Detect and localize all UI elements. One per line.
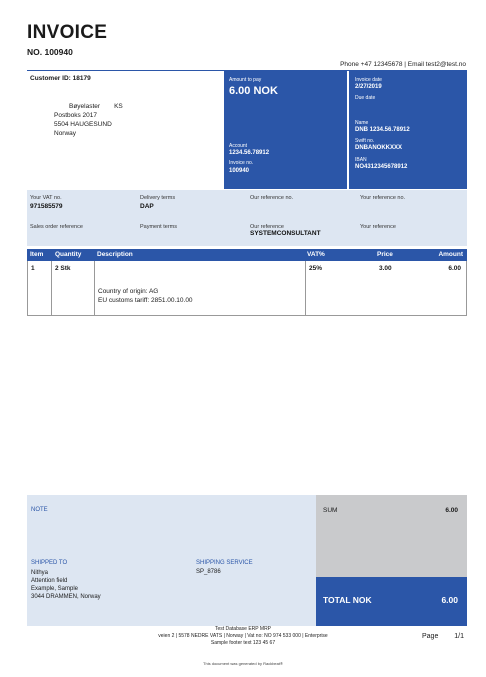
- invoice-number: NO. 100940: [27, 47, 73, 57]
- swift-value: DNBANOKKXXX: [355, 145, 403, 151]
- total-label: TOTAL NOK: [323, 595, 372, 605]
- page-number: [422, 633, 464, 640]
- shipping-service-label: SHIPPING SERVICE: [196, 560, 253, 566]
- row-item: 1: [31, 265, 35, 272]
- vat-no-value: 971585579: [30, 203, 63, 210]
- ship-city: 3044 DRAMMEN, Norway: [31, 594, 101, 600]
- column-divider: [305, 261, 306, 315]
- sum-panel: [316, 495, 467, 577]
- customer-address: [54, 102, 123, 138]
- generated-by: This document was generated by Rackbeat®: [203, 661, 283, 666]
- page-footer: [0, 626, 486, 647]
- row-amount: 6.00: [448, 265, 461, 272]
- row-vat: 25%: [309, 265, 323, 272]
- invoice-date-value: 2/27/2019: [355, 84, 382, 90]
- due-date-label: Due date: [355, 95, 376, 101]
- our-reference-label: Our reference: [250, 224, 284, 230]
- invoice-title: INVOICE: [27, 22, 108, 43]
- customer-id: Customer ID: 18179: [30, 75, 91, 82]
- col-amount: Amount: [438, 251, 463, 258]
- our-reference-cell: [250, 224, 321, 237]
- customer-suffix: KS: [114, 103, 123, 110]
- page-value: 1/1: [454, 633, 464, 640]
- payment-terms-label: Payment terms: [140, 224, 177, 230]
- shipping-address: [31, 569, 101, 601]
- ship-name: Nithya: [31, 570, 49, 576]
- total-panel: [316, 577, 467, 626]
- delivery-terms-cell: [140, 195, 175, 210]
- swift-label: Swift no.: [355, 138, 375, 144]
- page-label: Page: [422, 633, 439, 640]
- col-quantity: Quantity: [55, 251, 82, 258]
- bank-name-value: DNB 1234.56.78912: [355, 127, 410, 133]
- customer-name: Bøyelaster: [69, 103, 101, 110]
- footer-line2: veien 2 | 5578 NEDRE VATS | Norway | Vat no: NO 974 533 000 | Enterprise: [158, 633, 328, 639]
- payment-box: [224, 71, 347, 189]
- amount-value: 6.00 NOK: [229, 85, 278, 97]
- shipped-to-label: SHIPPED TO: [31, 560, 68, 566]
- row-tariff: EU customs tariff: 2851.00.10.00: [98, 297, 193, 304]
- your-reference-label: Your reference: [360, 224, 396, 230]
- company-contact: Phone +47 12345678 | Email test2@test.no: [340, 61, 466, 68]
- sum-value: 6.00: [445, 507, 458, 514]
- note-label: NOTE: [31, 507, 48, 513]
- our-reference-value: SYSTEMCONSULTANT: [250, 230, 321, 237]
- invoice-no-value: 100940: [229, 168, 250, 174]
- vat-no-label: Your VAT no.: [30, 195, 62, 201]
- invoice-date-label: Invoice date: [355, 77, 382, 83]
- footer-line3: Sample footer text 123 45 67: [210, 640, 276, 646]
- row-origin: Country of origin: AG: [98, 288, 159, 295]
- col-item: Item: [30, 251, 44, 258]
- column-divider: [51, 261, 52, 315]
- footer-line1: Test Database ERP MRP: [214, 626, 272, 632]
- our-ref-no-label: Our reference no.: [250, 195, 294, 201]
- total-value: 6.00: [441, 595, 458, 605]
- amount-label: Amount to pay: [229, 77, 262, 83]
- references-panel: [27, 190, 467, 246]
- row-price: 3.00: [379, 265, 392, 272]
- delivery-terms-value: DAP: [140, 203, 154, 210]
- customer-line1: Postboks 2017: [54, 112, 98, 119]
- items-table-header: [27, 249, 467, 261]
- customer-line2: 5504 HAUGESUND: [54, 121, 112, 128]
- customer-block: [27, 71, 222, 189]
- delivery-terms-label: Delivery terms: [140, 195, 176, 201]
- ship-example: Example, Sample: [31, 586, 79, 592]
- col-vat: VAT%: [307, 251, 325, 258]
- invoice-no-label: Invoice no.: [229, 160, 254, 166]
- vat-no-cell: [30, 195, 63, 210]
- bank-box: [349, 71, 467, 189]
- note-panel: [27, 495, 316, 626]
- table-row: [27, 261, 467, 316]
- sales-order-label: Sales order reference: [30, 224, 83, 230]
- your-ref-no-label: Your reference no.: [360, 195, 406, 201]
- bank-name-label: Name: [355, 120, 369, 126]
- customer-line3: Norway: [54, 130, 77, 137]
- account-value: 1234.56.78912: [229, 150, 270, 156]
- ship-attention: Attention field: [31, 578, 68, 584]
- account-label: Account: [229, 143, 248, 149]
- sum-label: SUM: [323, 507, 338, 514]
- iban-label: IBAN: [355, 157, 367, 163]
- shipping-service-value: SP_8786: [196, 569, 221, 575]
- iban-value: NO4312345678912: [355, 164, 408, 170]
- col-description: Description: [97, 251, 133, 258]
- column-divider: [94, 261, 95, 315]
- col-price: Price: [377, 251, 393, 258]
- row-quantity: 2 Stk: [55, 265, 71, 272]
